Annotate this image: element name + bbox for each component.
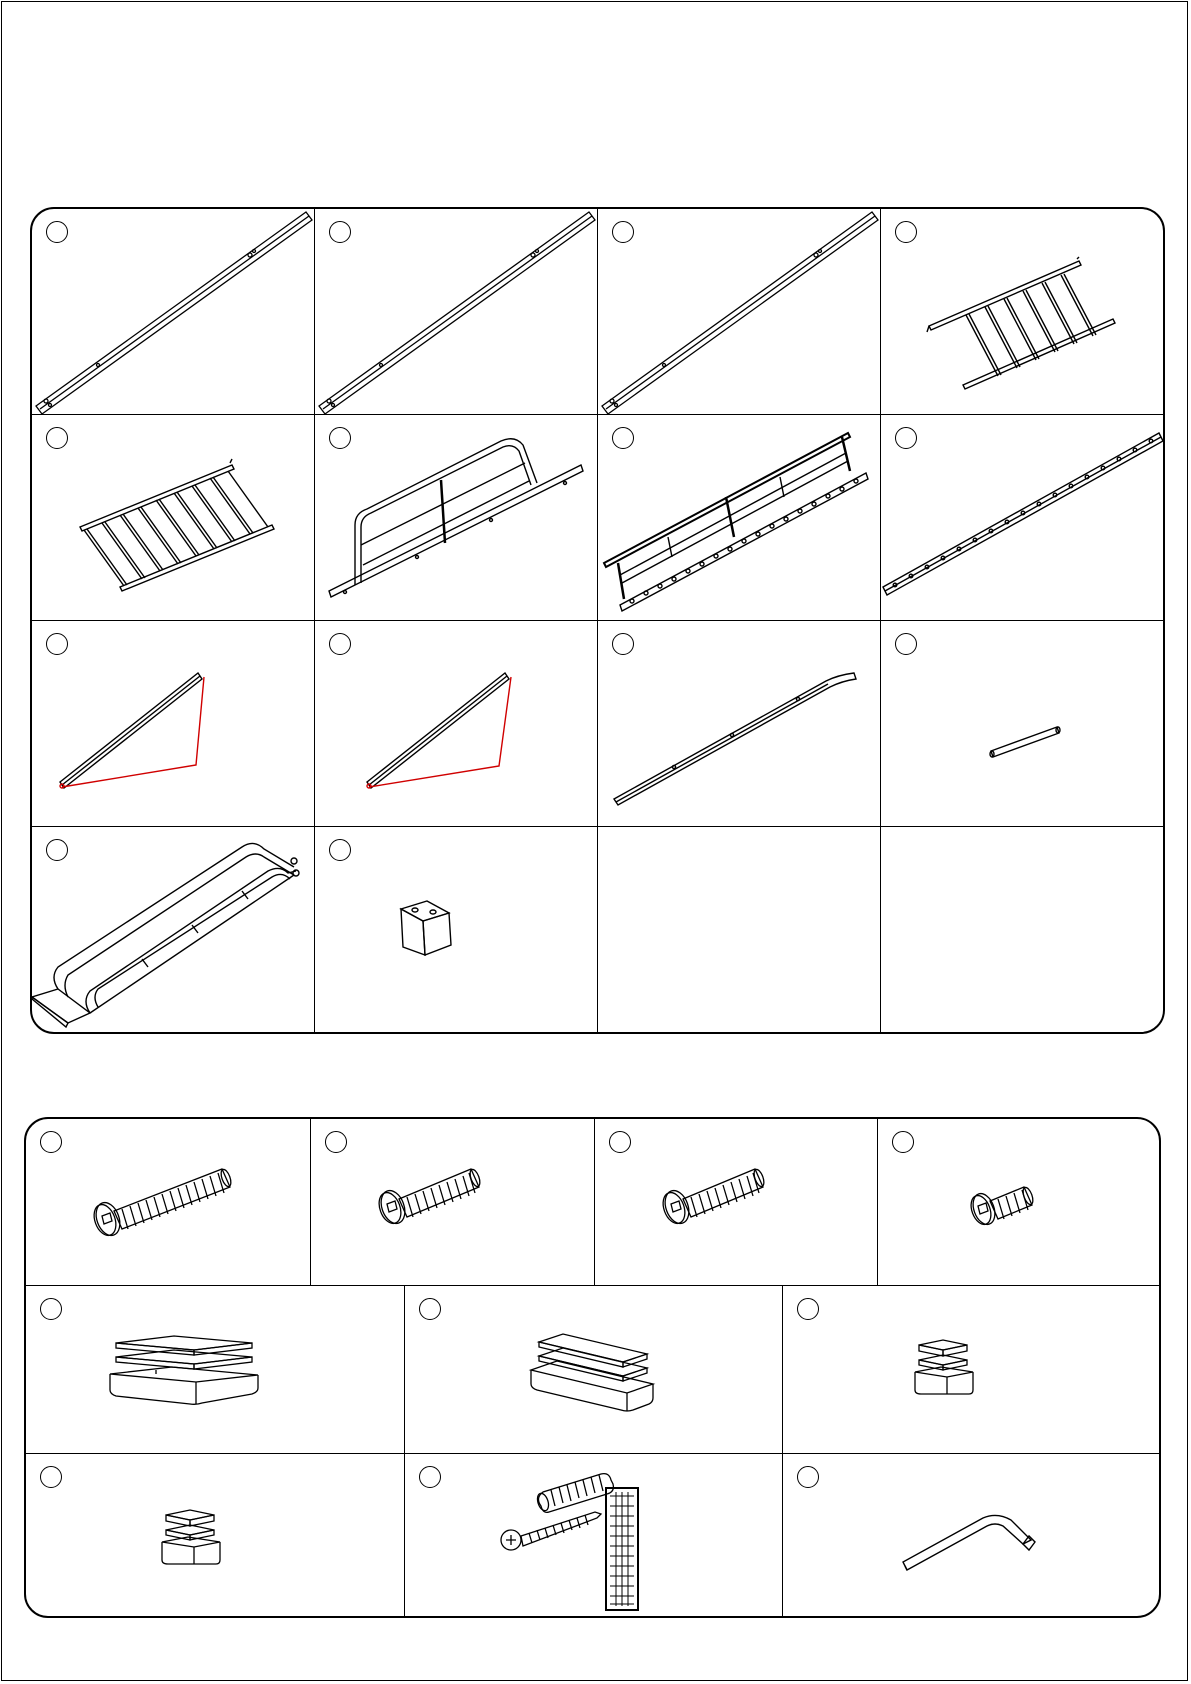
part-cell-empty [598, 827, 880, 1034]
large-square-cap-icon [26, 1286, 404, 1453]
guardrail-long-icon [598, 415, 880, 620]
hardware-cell [878, 1119, 1161, 1285]
long-rail-icon [32, 209, 314, 414]
allen-key-icon [783, 1454, 1161, 1618]
slat-support-bar-icon [881, 415, 1165, 620]
hardware-cell [783, 1454, 1161, 1618]
hardware-cell [26, 1454, 404, 1618]
left-triangle-brace-icon [32, 621, 314, 826]
hardware-cell [405, 1286, 782, 1453]
part-cell [315, 827, 597, 1034]
ladder-icon [32, 415, 314, 620]
parts-panel [30, 207, 1165, 1034]
guardrail-end-icon [315, 415, 597, 620]
part-cell-empty [881, 827, 1165, 1034]
part-cell [315, 209, 597, 414]
part-cell [881, 621, 1165, 826]
rod-icon [881, 621, 1165, 826]
part-cell [315, 415, 597, 620]
part-cell [598, 209, 880, 414]
hardware-cell [783, 1286, 1161, 1453]
block-icon [315, 827, 597, 1034]
part-cell [32, 209, 314, 414]
medium-bolt-icon [595, 1119, 877, 1285]
hardware-cell [405, 1454, 782, 1618]
hardware-cell [26, 1119, 310, 1285]
short-ladder-icon [881, 209, 1165, 414]
hardware-panel [24, 1117, 1161, 1618]
long-rail-icon [315, 209, 597, 414]
part-cell [315, 621, 597, 826]
part-cell [32, 415, 314, 620]
part-cell [32, 827, 314, 1034]
part-cell [598, 415, 880, 620]
hardware-cell [311, 1119, 594, 1285]
hardware-cell [26, 1286, 404, 1453]
part-cell [881, 415, 1165, 620]
part-cell [598, 621, 880, 826]
part-cell [32, 621, 314, 826]
long-bolt-icon [26, 1119, 310, 1285]
slide-icon [32, 827, 314, 1034]
right-triangle-brace-icon [315, 621, 597, 826]
small-square-cap-icon [783, 1286, 1161, 1453]
medium-bolt-icon [311, 1119, 594, 1285]
part-cell [881, 209, 1165, 414]
curved-rail-icon [598, 621, 880, 826]
wall-anchor-kit-icon [405, 1454, 782, 1618]
rectangular-cap-icon [405, 1286, 782, 1453]
hardware-cell [595, 1119, 877, 1285]
long-rail-icon [598, 209, 880, 414]
small-square-cap-icon [26, 1454, 404, 1618]
short-bolt-icon [878, 1119, 1161, 1285]
